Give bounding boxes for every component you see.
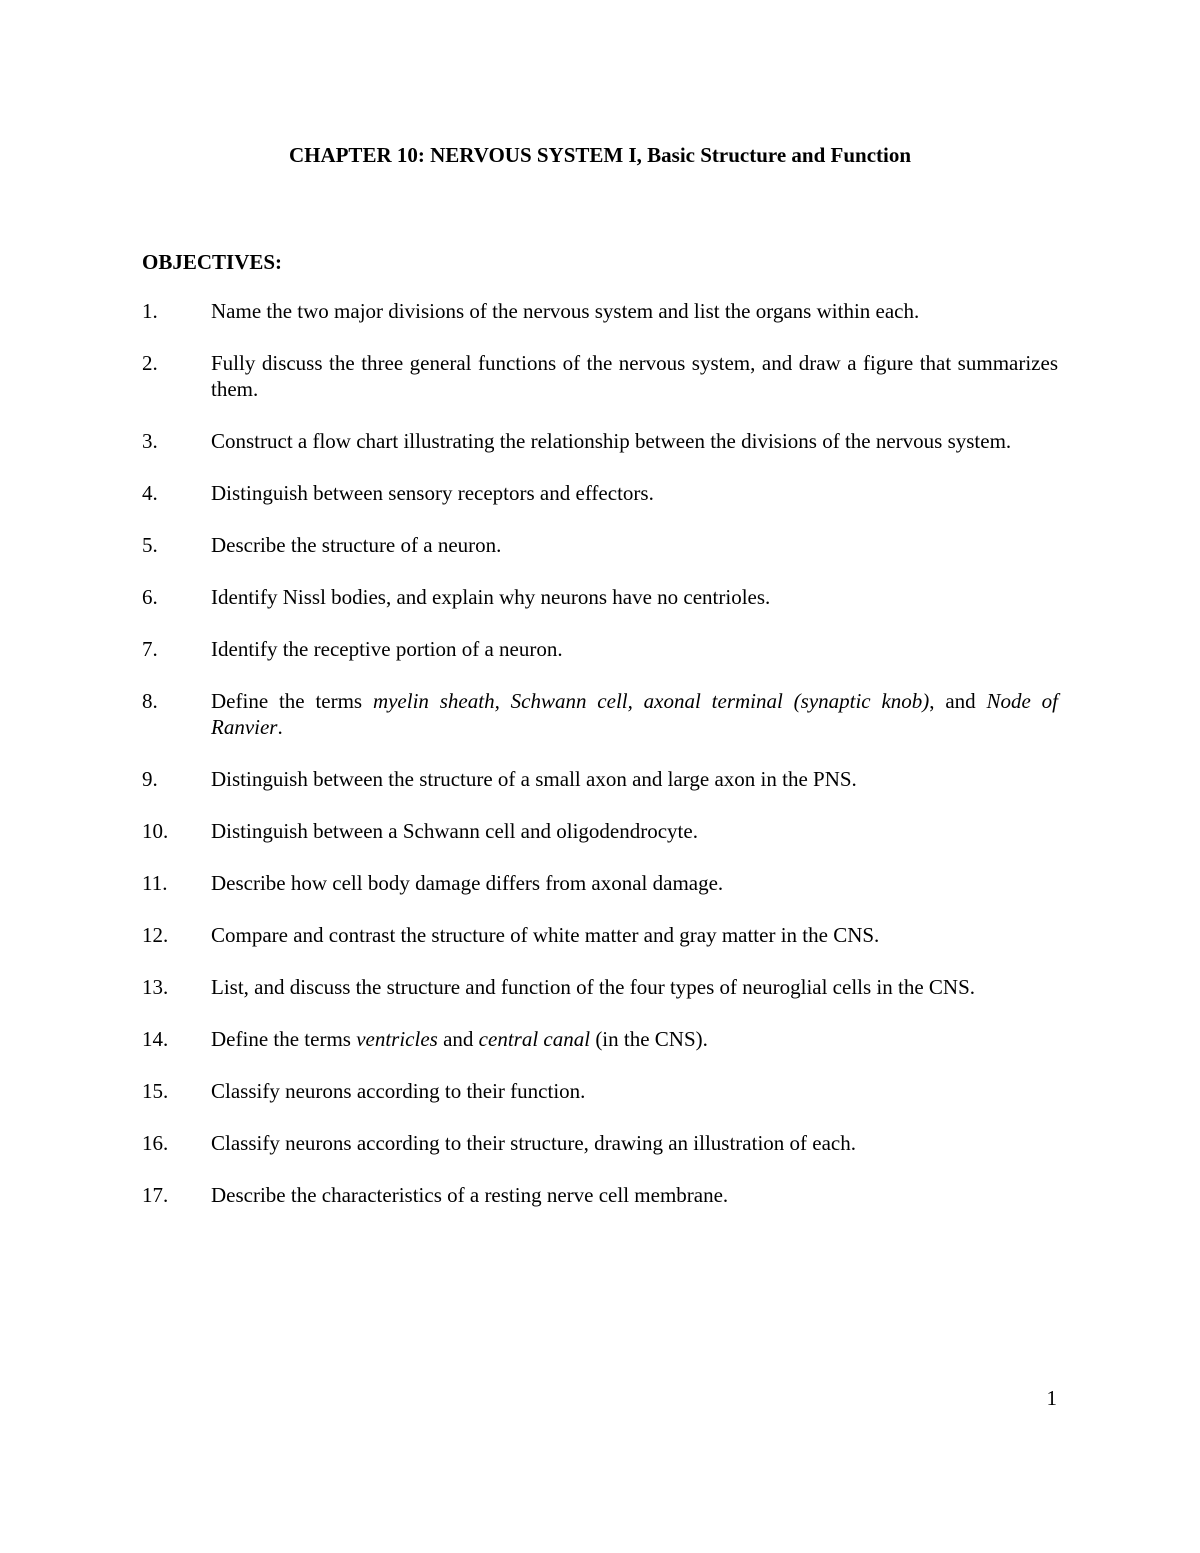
objective-number: 7. [142,637,158,661]
objective-number: 5. [142,533,158,557]
objective-number: 9. [142,767,158,791]
objective-item [142,688,1058,740]
objective-text-segment: , and [929,689,987,713]
objective-item [142,1026,1058,1052]
objective-text-segment: Distinguish between the structure of a small axon and large axon in the PNS. [211,767,857,791]
objective-number: 14. [142,1027,169,1051]
objective-text [211,428,1058,454]
objective-text [211,688,1058,740]
objective-text-segment: Compare and contrast the structure of white matter and gray matter in the CNS. [211,923,880,947]
objective-number: 3. [142,429,158,453]
objective-item [142,584,1058,610]
objective-text-segment: Classify neurons according to their structure, drawing an illustration of each. [211,1131,856,1155]
objective-text-segment: Construct a flow chart illustrating the relationship between the divisions of the nervous system. [211,429,1012,453]
objective-text-segment: Fully discuss the three general functions of the nervous system, and draw a figure that summarizes them. [211,351,1058,401]
objective-text-segment: Define the terms [211,1027,357,1051]
objective-number: 17. [142,1183,169,1207]
italic-term: myelin sheath, Schwann cell, axonal terminal (synaptic knob) [372,689,930,713]
objective-item [142,974,1058,1000]
objective-text-segment: Classify neurons according to their function. [211,1079,586,1103]
objective-item [142,1078,1058,1104]
objective-text-segment: List, and discuss the structure and function of the four types of neuroglial cells in the CNS. [211,975,976,999]
objective-text [211,870,1058,896]
chapter-title: CHAPTER 10: NERVOUS SYSTEM I, Basic Structure and Function [288,143,912,167]
objective-text [211,636,1058,662]
objective-text [211,532,1058,558]
objective-number: 2. [142,351,158,375]
objective-text-segment: Identify Nissl bodies, and explain why neurons have no centrioles. [211,585,771,609]
objective-number: 1. [142,299,158,323]
objective-number: 13. [142,975,169,999]
objective-text [211,1182,1058,1208]
italic-term: central canal [478,1027,591,1051]
objective-number: 4. [142,481,158,505]
objective-item [142,1130,1058,1156]
objective-text [211,350,1058,402]
objective-text [211,766,1058,792]
objective-text-segment: Describe the structure of a neuron. [211,533,502,557]
objective-item [142,480,1058,506]
objective-item [142,1182,1058,1208]
objective-number: 8. [142,689,158,713]
italic-term: ventricles [356,1027,438,1051]
objective-text-segment: Distinguish between a Schwann cell and oligodendrocyte. [211,819,698,843]
objective-text-segment: . [277,715,283,739]
objective-item [142,428,1058,454]
objective-item [142,636,1058,662]
objective-item [142,922,1058,948]
objective-text [211,1130,1058,1156]
objective-text-segment: and [437,1027,479,1051]
objective-text-segment: Distinguish between sensory receptors and effectors. [211,481,654,505]
objective-text [211,922,1058,948]
objective-text [211,1078,1058,1104]
objective-text [211,1026,1058,1052]
objective-text [211,480,1058,506]
objective-text-segment: Define the terms [211,689,373,713]
objective-number: 6. [142,585,158,609]
objective-item [142,870,1058,896]
objective-item [142,766,1058,792]
objective-text-segment: (in the CNS). [590,1027,708,1051]
objective-number: 12. [142,923,169,947]
objective-item [142,532,1058,558]
objective-item [142,298,1058,324]
objectives-list [142,298,1058,1234]
objective-number: 15. [142,1079,169,1103]
objectives-heading: OBJECTIVES: [142,250,283,274]
italic-term: Node of Ranvier [211,689,1059,739]
objective-text [211,584,1058,610]
objective-item [142,350,1058,402]
objective-text [211,818,1058,844]
objective-text-segment: Name the two major divisions of the nervous system and list the organs within each. [211,299,920,323]
objective-text [211,298,1058,324]
page-number: 1 [1046,1386,1057,1410]
objective-text-segment: Identify the receptive portion of a neuron. [211,637,563,661]
objective-text-segment: Describe how cell body damage differs from axonal damage. [211,871,724,895]
objective-text [211,974,1058,1000]
objective-text-segment: Describe the characteristics of a resting nerve cell membrane. [211,1183,729,1207]
objective-number: 11. [142,871,168,895]
objective-number: 16. [142,1131,169,1155]
objective-number: 10. [142,819,169,843]
objective-item [142,818,1058,844]
